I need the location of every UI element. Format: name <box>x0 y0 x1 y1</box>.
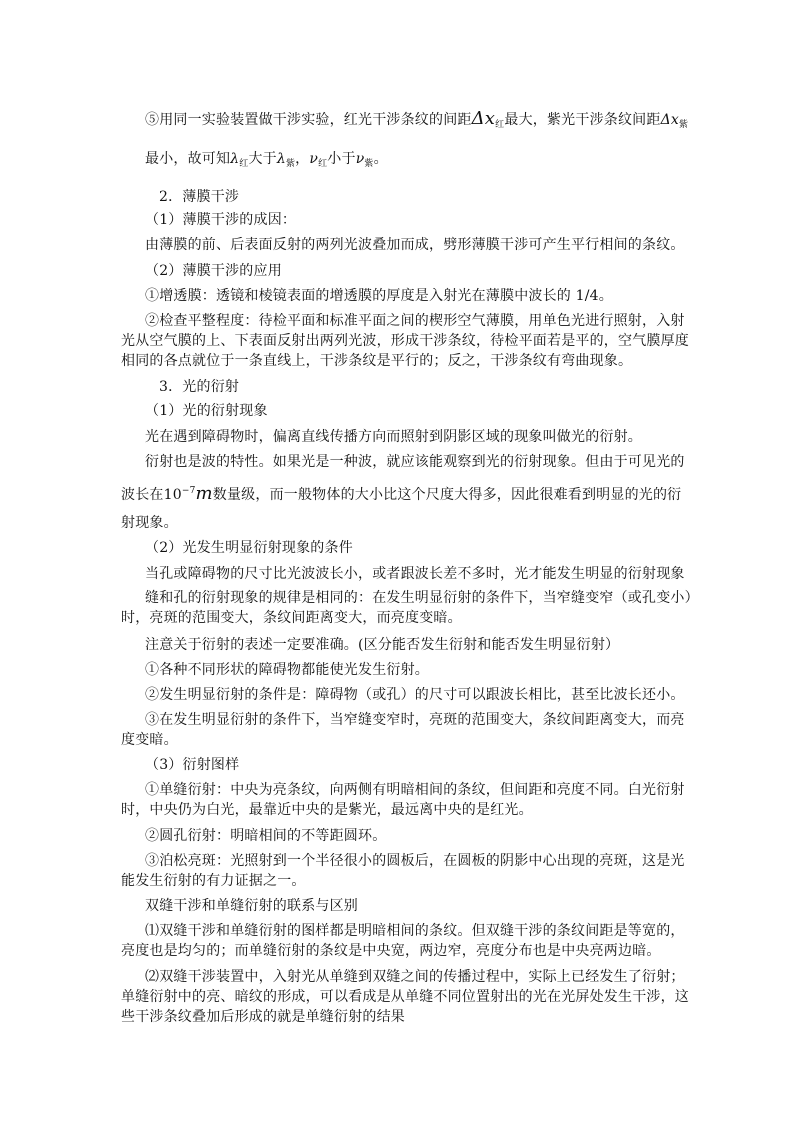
subsection-heading: （1）光的衍射现象 <box>145 403 268 419</box>
math-unit: m <box>195 483 213 504</box>
section-heading: 3．光的衍射 <box>159 379 240 395</box>
text-line: 单缝衍射中的亮、暗纹的形成，可以看成是从单缝不同位置射出的光在光屏处发生干涉，这 <box>121 989 689 1005</box>
text-line: 相同的各点就位于一条直线上，干涉条纹是平行的；反之，干涉条纹有弯曲现象。 <box>121 353 633 369</box>
text-line: ①单缝衍射：中央为亮条纹，向两侧有明暗相间的条纹，但间距和亮度不同。白光衍射 <box>145 782 685 798</box>
text-span: 波长在 <box>121 487 164 503</box>
text-line: 些干涉条纹叠加后形成的就是单缝衍射的结果 <box>121 1009 405 1025</box>
text-line: 当孔或障碍物的尺寸比光波波长小，或者跟波长差不多时，光才能发生明显的衍射现象 <box>145 566 685 582</box>
math-delta-x: Δx <box>660 112 679 128</box>
text-line: 注意关于衍射的表述一定要准确。(区分能否发生衍射和能否发生明显衍射） <box>145 637 620 653</box>
math-delta-x: Δx <box>471 108 496 129</box>
math-nu: ν <box>309 151 319 167</box>
subscript: 紫 <box>285 159 296 169</box>
subsection-heading: （1）薄膜干涉的成因： <box>145 212 297 228</box>
text-span: ⑤用同一实验装置做干涉实验，红光干涉条纹的间距 <box>145 112 472 128</box>
text-span: 。 <box>373 151 388 167</box>
text-span: 最小，故可知 <box>145 151 231 167</box>
text-span: 小于 <box>327 151 356 167</box>
text-line: ②圆孔衍射：明暗相间的不等距圆环。 <box>145 828 387 844</box>
text-line: ②检查平整程度：待检平面和标准平面之间的楔形空气薄膜，用单色光进行照射，入射 <box>145 313 685 329</box>
subsection-heading: （2）光发生明显衍射现象的条件 <box>145 540 353 556</box>
text-line: 能发生衍射的有力证据之一。 <box>121 873 306 889</box>
text-line: ③在发生明显衍射的条件下，当窄缝变窄时，亮斑的范围变大，条纹间距离变大，而亮 <box>145 712 685 728</box>
text-line <box>145 150 388 170</box>
text-line: 光在遇到障碍物时，偏离直线传播方向而照射到阴影区域的现象叫做光的衍射。 <box>145 429 642 445</box>
math-lambda: λ <box>276 151 286 167</box>
subsection-heading: （2）薄膜干涉的应用 <box>145 263 282 279</box>
subscript: 红 <box>495 120 505 130</box>
text-line: 由薄膜的前、后表面反射的两列光波叠加而成，劈形薄膜干涉可产生平行相间的条纹。 <box>145 237 685 253</box>
subscript: 紫 <box>678 120 689 130</box>
section-heading: 2．薄膜干涉 <box>159 189 240 205</box>
superscript: −7 <box>181 486 196 496</box>
text-span: 数量级，而一般物体的大小比这个尺度大得多，因此很难看到明显的光的衍 <box>212 487 682 503</box>
math-nu: ν <box>355 151 365 167</box>
math-number: 10 <box>163 487 182 503</box>
text-line <box>145 110 688 131</box>
text-line: ①各种不同形状的障碍物都能使光发生衍射。 <box>145 662 429 678</box>
text-line: ⑵双缝干涉装置中，入射光从单缝到双缝之间的传播过程中，实际上已经发生了衍射； <box>145 969 685 985</box>
text-line: 衍射也是波的特性。如果光是一种波，就应该能观察到光的衍射现象。但由于可见光的 <box>145 454 685 470</box>
subscript: 紫 <box>364 159 374 169</box>
math-lambda: λ <box>230 151 240 167</box>
text-span: 最大，紫光干涉条纹间距 <box>504 112 661 128</box>
text-line: 亮度也是均匀的；而单缝衍射的条纹是中央宽，两边窄，亮度分布也是中央亮两边暗。 <box>121 943 661 959</box>
text-span: ， <box>295 151 310 167</box>
text-line: 时，亮斑的范围变大，条纹间距离变大，而亮度变暗。 <box>121 610 462 626</box>
subscript: 红 <box>239 159 249 169</box>
text-line: 度变暗。 <box>121 732 178 748</box>
subsection-heading: （3）衍射图样 <box>145 757 240 773</box>
section-heading: 双缝干涉和单缝衍射的联系与区别 <box>145 898 358 914</box>
text-line: ③泊松亮斑：光照射到一个半径很小的圆板后，在圆板的阴影中心出现的亮斑，这是光 <box>145 853 685 869</box>
text-line: ⑴双缝干涉和单缝衍射的图样都是明暗相间的条纹。但双缝干涉的条纹间距是等宽的， <box>145 923 685 939</box>
text-line: 光从空气膜的上、下表面反射出两列光波，形成干涉条纹，待检平面若是平的，空气膜厚度 <box>121 333 689 349</box>
text-line <box>121 485 681 506</box>
text-line: 时，中央仍为白光，最靠近中央的是紫光，最远离中央的是红光。 <box>121 802 533 818</box>
text-line: 射现象。 <box>121 515 178 531</box>
subscript: 红 <box>318 159 328 169</box>
text-span: 大于 <box>248 151 277 167</box>
text-line: ②发生明显衍射的条件是：障碍物（或孔）的尺寸可以跟波长相比，甚至比波长还小。 <box>145 687 685 703</box>
text-line: 缝和孔的衍射现象的规律是相同的：在发生明显衍射的条件下，当窄缝变窄（或孔变小） <box>145 590 699 606</box>
text-line: ①增透膜：透镜和棱镜表面的增透膜的厚度是入射光在薄膜中波长的 1/4。 <box>145 288 613 304</box>
